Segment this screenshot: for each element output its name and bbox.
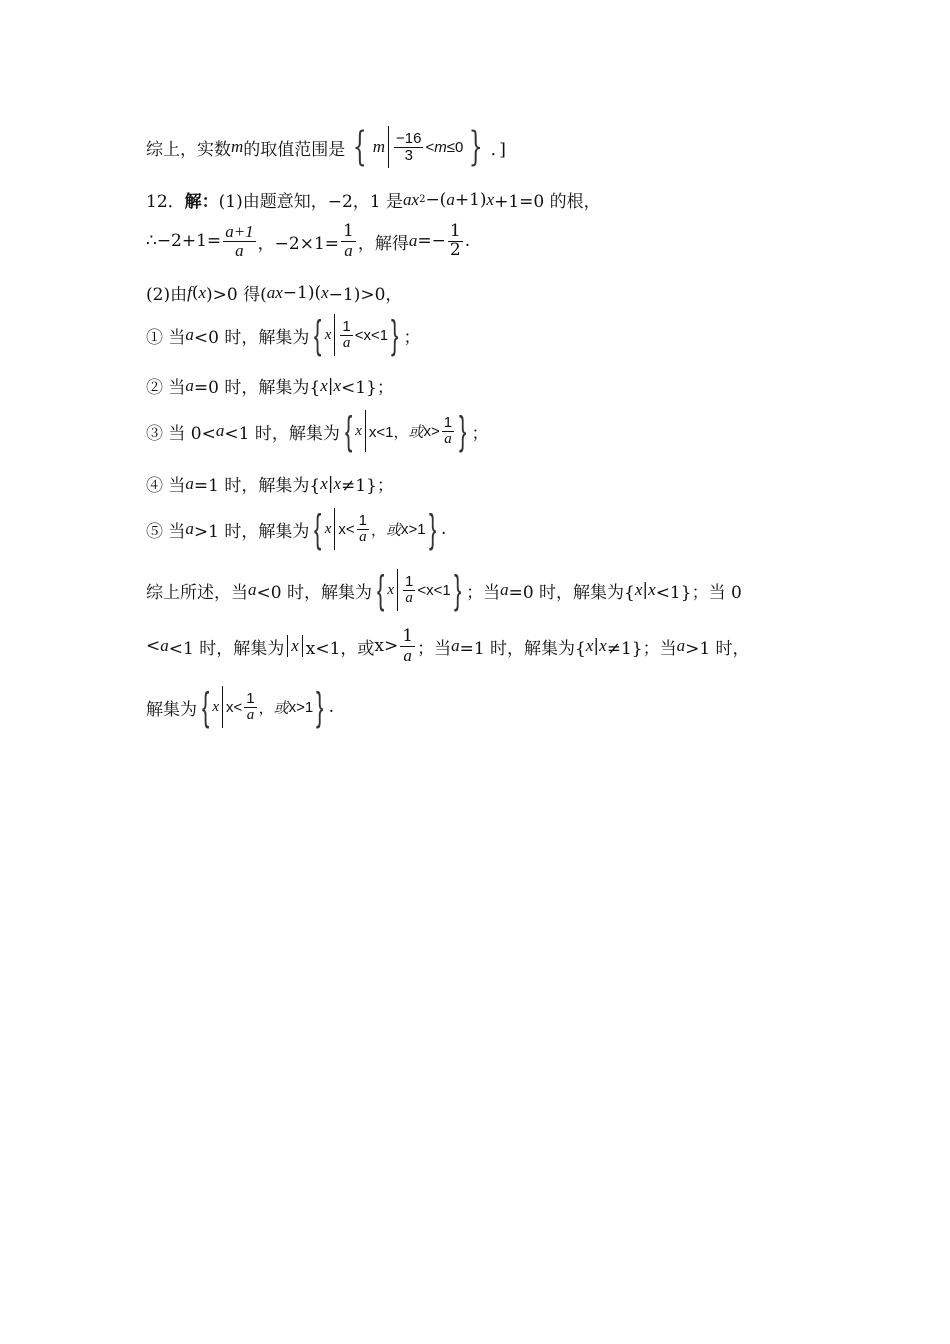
left-brace: { <box>353 124 368 170</box>
var-a: a <box>185 519 194 538</box>
text: =0 时，解集为{ <box>508 582 635 603</box>
denominator: a <box>444 430 452 447</box>
var-x: x <box>198 282 207 302</box>
numerator: 1 <box>343 221 354 241</box>
summary-line-1 <box>146 569 742 611</box>
text: . <box>464 231 471 252</box>
var-a: a <box>676 636 686 656</box>
text: . <box>441 519 447 539</box>
range-conclusion-line <box>146 126 506 168</box>
text: ，解得 <box>357 233 409 254</box>
set-bar <box>302 635 303 657</box>
solution-set <box>311 508 439 550</box>
text: ① 当 <box>146 327 186 348</box>
text: 综上，实数 <box>146 139 231 160</box>
right-brace: } <box>469 124 484 170</box>
or-text: 或 <box>386 522 402 539</box>
set-bar <box>365 410 366 452</box>
set-bar <box>334 314 335 356</box>
text: ③ 当 0< <box>146 423 216 444</box>
var-a: a <box>248 580 257 599</box>
text: <1}； <box>341 378 394 398</box>
text: <0 时，解集为 <box>256 582 372 603</box>
var-f: f <box>187 282 192 302</box>
or-text: 或 <box>273 700 289 717</box>
text: < <box>425 138 435 156</box>
numerator: 1 <box>358 511 368 529</box>
text: ≤0 <box>446 138 464 156</box>
text: =− <box>417 231 446 252</box>
fraction-1-over-a <box>400 628 415 665</box>
text: 的取值范围是 <box>243 139 346 160</box>
text: 解集为 <box>146 699 197 720</box>
text: −1)>0， <box>328 285 403 305</box>
text: )>0 得( <box>206 285 267 305</box>
numerator: 1 <box>246 689 255 707</box>
var-x: x <box>648 580 656 599</box>
text: | <box>327 473 334 494</box>
left-brace: { <box>202 685 210 729</box>
text: −1)( <box>282 282 322 303</box>
set-bar <box>334 508 335 550</box>
text: +1) <box>454 189 487 210</box>
numerator: 1 <box>405 572 414 590</box>
numerator: 1 <box>449 221 461 241</box>
var-x: x <box>355 422 362 439</box>
var-a: a <box>185 375 194 395</box>
problem-number: 12． <box>146 192 185 212</box>
var-x: x <box>320 375 328 395</box>
text: >1 时， <box>685 638 750 659</box>
text: ≠1}；当 <box>606 638 677 659</box>
case-4-line <box>146 471 394 496</box>
left-brace: { <box>314 507 322 551</box>
denominator: a <box>344 240 353 260</box>
var-x: x <box>324 326 332 343</box>
var-a: a <box>215 421 225 440</box>
numerator: −16 <box>396 129 422 147</box>
numerator: 1 <box>402 626 414 646</box>
text: ④ 当 <box>146 476 186 496</box>
text: x> <box>423 422 440 440</box>
text: ， <box>371 521 387 539</box>
denominator: a <box>403 645 412 665</box>
var-m: m <box>372 137 386 156</box>
var-x: x <box>320 473 328 493</box>
text: <0 时，解集为 <box>193 327 310 348</box>
var-x: x <box>387 581 394 598</box>
problem-12-line <box>146 187 601 212</box>
text: <1 时，解集为 <box>224 423 340 444</box>
var-x: x <box>333 473 342 493</box>
var-ax: ax <box>266 282 283 302</box>
set-m-range <box>347 126 488 168</box>
var-x: x <box>333 375 342 395</box>
text: <1}；当 0 <box>655 582 742 603</box>
numerator: 1 <box>443 413 453 431</box>
right-brace: } <box>391 313 399 357</box>
var-m: m <box>231 137 244 156</box>
text: x>1 <box>288 698 314 716</box>
text: ；当 <box>466 582 501 603</box>
vieta-line <box>146 223 470 260</box>
text: ⑤ 当 <box>146 521 186 542</box>
set-bar <box>388 126 389 168</box>
text: ② 当 <box>146 378 186 398</box>
text: (1)由题意知，−2，1 是 <box>218 192 404 212</box>
text: −( <box>425 189 447 210</box>
var-x: x <box>585 636 594 656</box>
fraction-1-over-a <box>442 415 454 448</box>
text: +1=0 的根， <box>494 192 601 212</box>
solution-set <box>374 569 464 611</box>
text: =0 时，解集为{ <box>193 378 321 398</box>
case-3-line <box>146 410 488 452</box>
set-bar <box>397 569 398 611</box>
denominator: a <box>342 334 351 351</box>
numerator: a+1 <box>225 222 254 241</box>
left-brace: { <box>314 313 322 357</box>
denominator: a <box>405 589 413 606</box>
right-brace: } <box>316 685 324 729</box>
solution-label: 解： <box>184 192 219 212</box>
var-x: x <box>291 636 299 656</box>
text: <x<1 <box>354 326 389 344</box>
solution-set <box>199 686 327 728</box>
left-brace: { <box>376 568 385 612</box>
fraction-1-over-a <box>340 319 352 352</box>
right-brace: } <box>459 409 467 453</box>
right-brace: } <box>453 568 462 612</box>
var-a: a <box>185 325 194 344</box>
text: <x<1 <box>417 581 451 599</box>
numerator: 1 <box>342 317 351 335</box>
case-5-line <box>146 508 446 550</box>
text: =1 时，解集为{ <box>193 476 321 496</box>
text: x<1，或 <box>305 638 375 659</box>
text: x> <box>374 636 399 657</box>
denominator: 2 <box>449 239 461 260</box>
text: . <box>328 697 335 717</box>
fraction-1-over-a <box>403 574 415 607</box>
fraction-1-over-a <box>341 223 356 260</box>
text: ； <box>403 327 421 348</box>
var-x: x <box>634 580 643 599</box>
fraction-a-plus-1-over-a <box>223 223 255 260</box>
text: ， <box>258 699 274 717</box>
denominator: 3 <box>404 146 413 164</box>
var-a: a <box>160 636 169 656</box>
denominator: a <box>359 528 367 545</box>
denominator: a <box>235 240 244 260</box>
text: ；当 <box>417 638 452 659</box>
solution-set <box>311 314 401 356</box>
text: | <box>593 636 600 657</box>
var-a: a <box>185 473 194 493</box>
var-x: x <box>486 189 495 209</box>
case-2-line <box>146 373 394 398</box>
text: | <box>327 375 334 396</box>
summary-line-3 <box>146 686 334 728</box>
fraction-1-over-a <box>357 513 369 546</box>
var-ax: ax <box>403 189 420 209</box>
text: ．] <box>490 139 506 160</box>
var-x: x <box>212 698 220 715</box>
text: =1 时，解集为{ <box>459 638 586 659</box>
or-text: 或 <box>408 424 424 441</box>
fraction-minus16-over-3 <box>394 131 423 164</box>
summary-line-2 <box>146 628 750 665</box>
text: x>1 <box>401 520 426 538</box>
text: ； <box>471 423 489 444</box>
fraction-1-over-a <box>244 691 256 724</box>
denominator: a <box>246 706 255 723</box>
text: (2)由 <box>146 285 188 305</box>
var-x: x <box>324 520 332 537</box>
var-x: x <box>599 636 607 656</box>
text: x< <box>226 698 243 716</box>
var-a: a <box>451 636 460 656</box>
var-m: m <box>434 138 447 156</box>
set-bar <box>287 635 288 657</box>
text: 综上所述，当 <box>146 582 248 603</box>
left-brace: { <box>344 409 353 453</box>
var-a: a <box>408 231 418 251</box>
text: ( <box>191 282 199 303</box>
case-1-line <box>146 314 420 356</box>
exponent: 2 <box>419 194 426 205</box>
text: x< <box>338 520 355 538</box>
text: x<1， <box>368 423 409 441</box>
part-2-line <box>146 280 402 305</box>
fraction-1-over-2 <box>448 223 463 260</box>
text: < <box>146 636 161 657</box>
set-bar <box>222 686 223 728</box>
text: <1 时，解集为 <box>168 638 285 659</box>
text: >1 时，解集为 <box>193 521 310 542</box>
text: ，−2×1= <box>257 233 340 254</box>
solution-set <box>342 410 470 452</box>
text: ∴−2+1= <box>146 231 222 252</box>
var-a: a <box>500 580 509 599</box>
var-x: x <box>321 282 329 302</box>
right-brace: } <box>428 507 437 551</box>
text: | <box>642 580 649 600</box>
text: ≠1}； <box>341 476 394 496</box>
var-a: a <box>446 189 455 209</box>
